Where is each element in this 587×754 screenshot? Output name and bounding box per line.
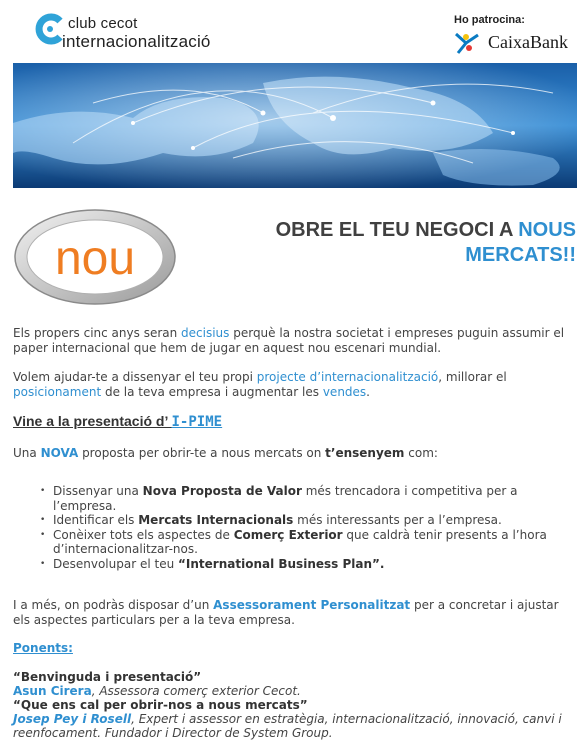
- caixabank-star-icon: [452, 31, 486, 55]
- presentation-heading-text: Vine a la presentació d’: [13, 413, 172, 429]
- presentation-heading: [13, 413, 222, 430]
- speaker-talk-title: “Benvinguda i presentació”: [13, 670, 202, 684]
- list-item-text: que caldrà tenir presents a l’hora d’internacionalitzar-nos.: [53, 527, 547, 556]
- p1-text-a: Els propers cinc anys seran: [13, 326, 182, 340]
- sponsor-label: Ho patrocina:: [454, 14, 525, 26]
- speaker-role: , Assessora comerç exterior Cecot.: [91, 684, 301, 698]
- list-item-bold: Mercats Internacionals: [138, 513, 294, 527]
- intro-paragraph: [13, 326, 573, 356]
- list-item-bold: Nova Proposta de Valor: [142, 484, 302, 498]
- list-item-text: més trencadora i competitiva per a l’empresa.: [53, 484, 518, 513]
- speaker-line: [13, 684, 578, 698]
- p3-text-a: Una: [13, 446, 41, 460]
- headline-part2: NOUS: [518, 219, 576, 241]
- brand-name-bottom: internacionalització: [62, 32, 211, 51]
- benefits-list: [38, 484, 573, 571]
- p2-text-e: de la teva empresa i augmentar les: [101, 385, 323, 399]
- p4-text-a: I a més, on podràs disposar d’un: [13, 598, 214, 612]
- header: [0, 0, 587, 62]
- speaker-name: Asun Cirera: [13, 684, 92, 698]
- list-item: [38, 513, 573, 528]
- p3-text-e: com:: [404, 446, 438, 460]
- list-item-text: Conèixer tots els aspectes de: [53, 527, 234, 542]
- speaker-line: [13, 712, 578, 740]
- p2-highlight-project: projecte d’internacionalització: [256, 370, 439, 384]
- world-map-banner: [13, 63, 577, 188]
- nou-badge: [12, 206, 178, 308]
- proposal-paragraph: [13, 446, 573, 461]
- p2-text-c: , millorar el: [438, 370, 507, 384]
- list-item-text: més interessants per a l’empresa.: [293, 513, 502, 527]
- headline: [200, 218, 576, 268]
- list-item-bold: Comerç Exterior: [233, 527, 343, 542]
- list-item-text: Dissenyar una: [53, 484, 143, 498]
- list-item: [38, 528, 573, 557]
- list-item-text: Identificar els: [53, 513, 139, 527]
- p2-highlight-sales: vendes: [322, 385, 367, 399]
- brand-name-top: club cecot: [68, 15, 138, 32]
- headline-part1: OBRE EL TEU NEGOCI A: [275, 219, 519, 241]
- nou-badge-text: nou: [54, 232, 136, 285]
- headline-part3: MERCATS!!: [465, 244, 576, 266]
- p1-text-c: perquè la nostra societat i empreses puguin assumir el paper internacional que hem de jugar en aquest nou escenari mundial.: [13, 326, 565, 355]
- advice-paragraph: [13, 598, 573, 628]
- list-item: [38, 557, 573, 572]
- list-item-text: Desenvolupar el teu: [53, 556, 179, 571]
- sponsor-name: CaixaBank: [488, 32, 568, 52]
- p1-highlight: decisius: [181, 326, 230, 340]
- speakers-heading: Ponents:: [13, 641, 73, 655]
- speakers-list: [13, 670, 578, 740]
- p4-highlight: Assessorament Personalitzat: [213, 598, 411, 612]
- p3-nova: NOVA: [40, 446, 79, 460]
- p2-highlight-positioning: posicionament: [13, 385, 102, 399]
- speaker-name: Josep Pey i Rosell: [13, 712, 132, 726]
- ipime-link[interactable]: I-PIME: [171, 414, 223, 430]
- p2-text-a: Volem ajudar-te a dissenyar el teu propi: [13, 370, 257, 384]
- speaker-talk-title: “Que ens cal per obrir-nos a nous mercats”: [13, 698, 308, 712]
- list-item-bold: “International Business Plan”.: [178, 556, 385, 571]
- speaker-role: , Expert i assessor en estratègia, internacionalització, innovació, canvi i reenfocament. Fundador i Director de System Group.: [13, 712, 562, 740]
- p2-text-g: .: [366, 385, 370, 399]
- p3-text-c: proposta per obrir-te a nous mercats on: [78, 446, 326, 460]
- goal-paragraph: [13, 370, 573, 400]
- list-item: [38, 484, 573, 513]
- p4-text-c: per a concretar i ajustar els aspectes particulars per a la teva empresa.: [13, 598, 559, 627]
- p3-bold: t’ensenyem: [325, 446, 405, 460]
